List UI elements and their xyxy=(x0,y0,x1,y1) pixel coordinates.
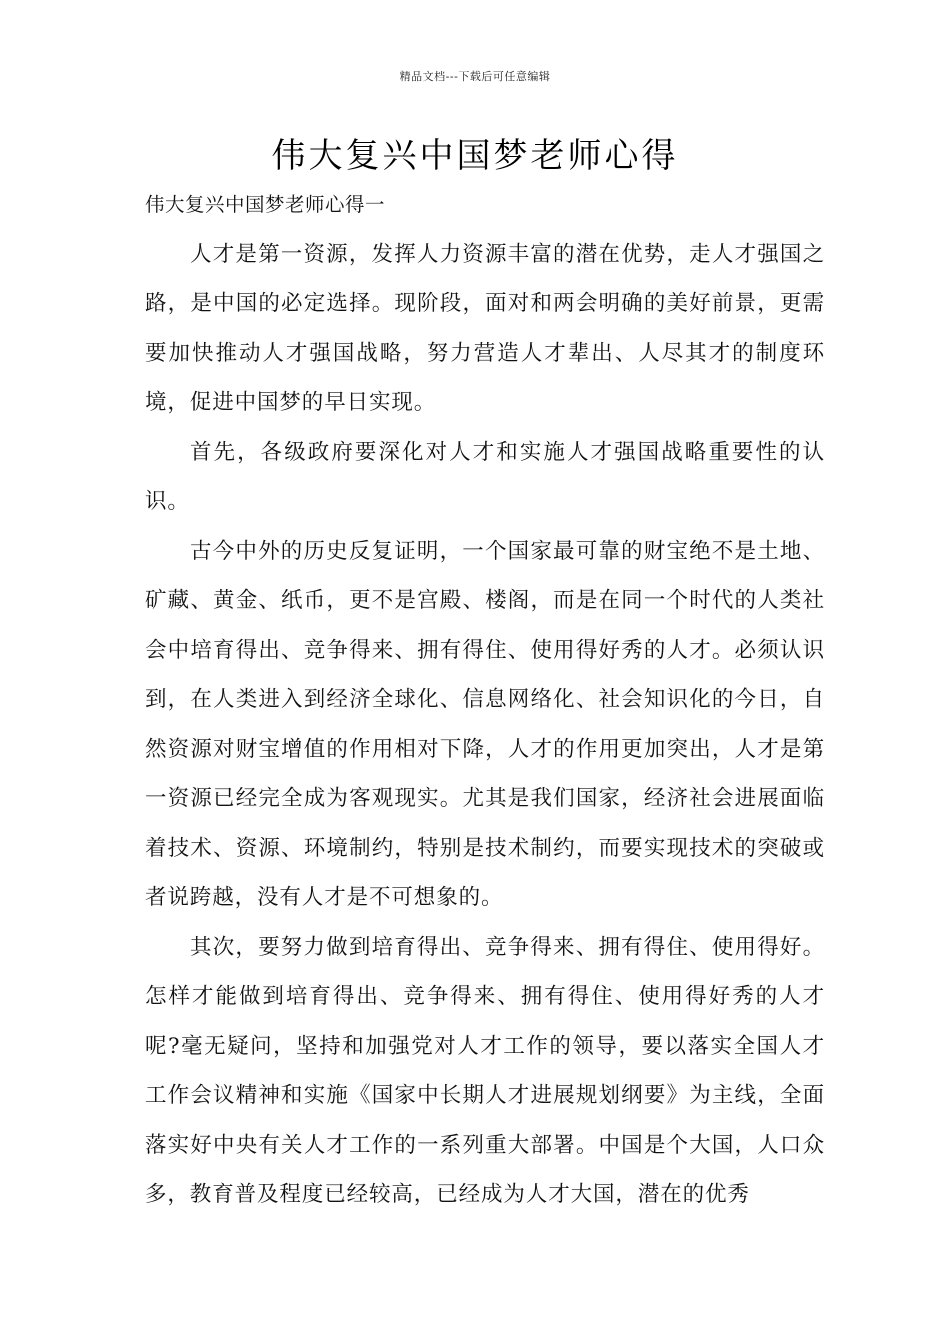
paragraph: 古今中外的历史反复证明，一个国家最可靠的财宝绝不是土地、矿藏、黄金、纸币，更不是宫殿、楼阁，而是在同一个时代的人类社会中培育得出、竞争得来、拥有得住、使用得好秀的人才。必须认识到，在人类进入到经济全球化、信息网络化、社会知识化的今日，自然资源对财宝增值的作用相对下降，人才的作用更加突出，人才是第一资源已经完全成为客观现实。尤其是我们国家，经济社会进展面临着技术、资源、环境制约，特别是技术制约，而要实现技术的突破或者说跨越，没有人才是不可想象的。 xyxy=(145,538,825,910)
section-subtitle: 伟大复兴中国梦老师心得一 xyxy=(145,193,386,216)
document-body xyxy=(145,180,825,1220)
paragraph: 人才是第一资源，发挥人力资源丰富的潜在优势，走人才强国之路，是中国的必定选择。现阶段，面对和两会明确的美好前景，更需要加快推动人才强国战略，努力营造人才辈出、人尽其才的制度环境，促进中国梦的早日实现。 xyxy=(145,241,825,415)
document-title: 伟大复兴中国梦老师心得 xyxy=(271,136,679,176)
paragraph: 首先，各级政府要深化对人才和实施人才强国战略重要性的认识。 xyxy=(145,439,825,514)
paragraph: 其次，要努力做到培育得出、竞争得来、拥有得住、使用得好。怎样才能做到培育得出、竞争得来、拥有得住、使用得好秀的人才呢?毫无疑问，坚持和加强党对人才工作的领导，要以落实全国人才工作会议精神和实施《国家中长期人才进展规划纲要》为主线，全面落实好中央有关人才工作的一系列重大部署。中国是个大国，人口众多，教育普及程度已经较高，已经成为人才大国，潜在的优秀 xyxy=(145,934,825,1207)
header-note: 精品文档---下载后可任意编辑 xyxy=(399,70,551,83)
